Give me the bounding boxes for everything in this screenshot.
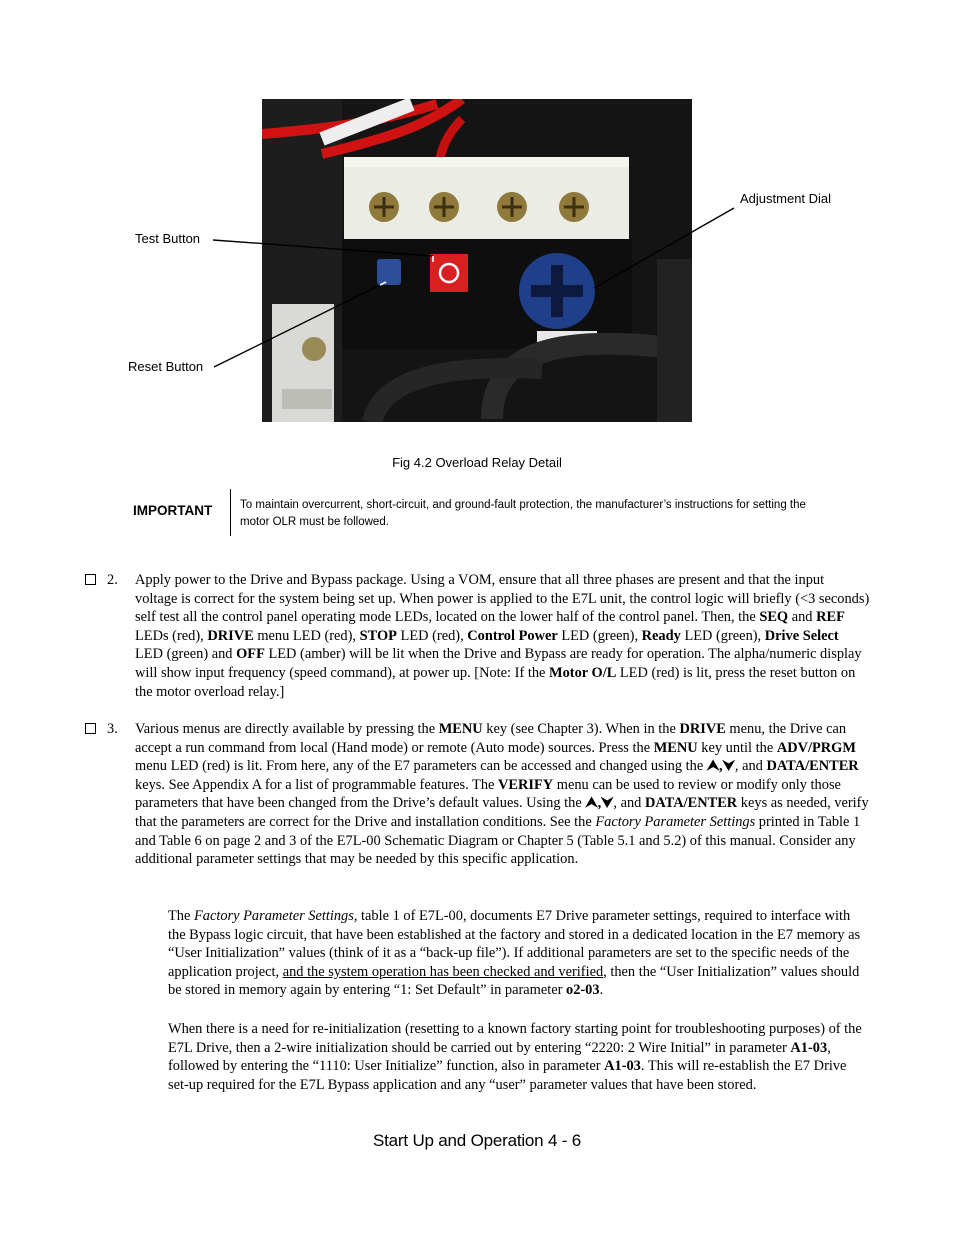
test-button-label: Test Button [135,231,201,246]
reinitialization-paragraph: When there is a need for re-initialization (resetting to a known factory starting point for troubleshooting purposes) of the E7L Drive, then a 2-wire initialization should be carried out by entering “2220: 2 Wire Initial” in parameter A1-03, followed by entering the “1110: User Initialize” function, also in parameter A1-03. This will re-establish the E7 Drive set-up required for the E7L Bypass application and any “user” parameter values that have been stored. [168,1021,862,1093]
step-number: 2. [107,572,118,588]
step-number: 3. [107,721,118,737]
test-button-leader [213,240,433,256]
figure-caption: Fig 4.2 Overload Relay Detail [392,455,562,470]
important-text: To maintain overcurrent, short-circuit, and ground-fault protection, the manufacturer’s instructions for setting the motor OLR must be followed. [240,499,806,528]
page-footer: Start Up and Operation 4 - 6 [373,1131,581,1150]
step-3-text: Various menus are directly available by pressing the MENU key (see Chapter 3). When in the DRIVE menu, the Drive can accept a run command from local (Hand mode) or remote (Auto mode) sources. Press the MENU key until the ADV/PRGM menu LED (red) is lit. From here, any of the E7 parameters can be accessed and changed using the ⮝,⮟, and DATA/ENTER keys. See Appendix A for a list of programmable features. The VERIFY menu can be used to review or modify only those parameters that have been changed from the Drive’s default values. Using the ⮝,⮟, and DATA/ENTER keys as needed, verify that the parameters are correct for the Drive and installation conditions. See the Factory Parameter Settings printed in Table 1 and Table 6 on page 2 and 3 of the E7L-00 Schematic Diagram or Chapter 5 (Table 5.1 and 5.2) of this manual. Consider any additional parameter settings that may be needed by this specific application. [135,721,869,868]
reset-button-label: Reset Button [128,359,204,374]
important-divider [230,489,231,536]
step-2-text: Apply power to the Drive and Bypass package. Using a VOM, ensure that all three phases are present and that the input voltage is correct for the system being set up. When power is applied to the E7L unit, the control logic will briefly (<3 seconds) self test all the control panel operating mode LEDs, located on the lower half of the control panel. Then, the SEQ and REF LEDs (red), DRIVE menu LED (red), STOP LED (red), Control Power LED (green), Ready LED (green), Drive Select LED (green) and OFF LED (amber) will be lit when the Drive and Bypass are ready for operation. The alpha/numeric display will show input frequency (speed command), at power up. [Note: If the Motor O/L LED (red) is lit, press the reset button on the motor overload relay.] [135,572,870,700]
reset-button-leader [214,285,380,367]
step-2 [85,571,870,701]
adjustment-dial-leader [594,208,734,288]
checkbox-icon [85,574,96,585]
arrow-keys-icon: ⮝,⮟ [706,758,735,775]
adjustment-dial-label: Adjustment Dial [740,191,832,206]
arrow-keys-icon: ⮝,⮟ [585,795,614,812]
step-3 [85,720,870,869]
factory-settings-paragraph: The Factory Parameter Settings, table 1 of E7L-00, documents E7 Drive parameter settings, required to interface with the Bypass logic circuit, that have been established at the factory and stored in a dedicated location in the E7 memory as “User Initialization” values (think of it as a “back-up file”). If additional parameters are set to the specific needs of the application project, and the system operation has been checked and verified, then the “User Initialization” values should be stored in memory again by entering “1: Set Default” in parameter o2-03. [168,908,861,999]
important-label: IMPORTANT [133,503,213,518]
checkbox-icon [85,723,96,734]
